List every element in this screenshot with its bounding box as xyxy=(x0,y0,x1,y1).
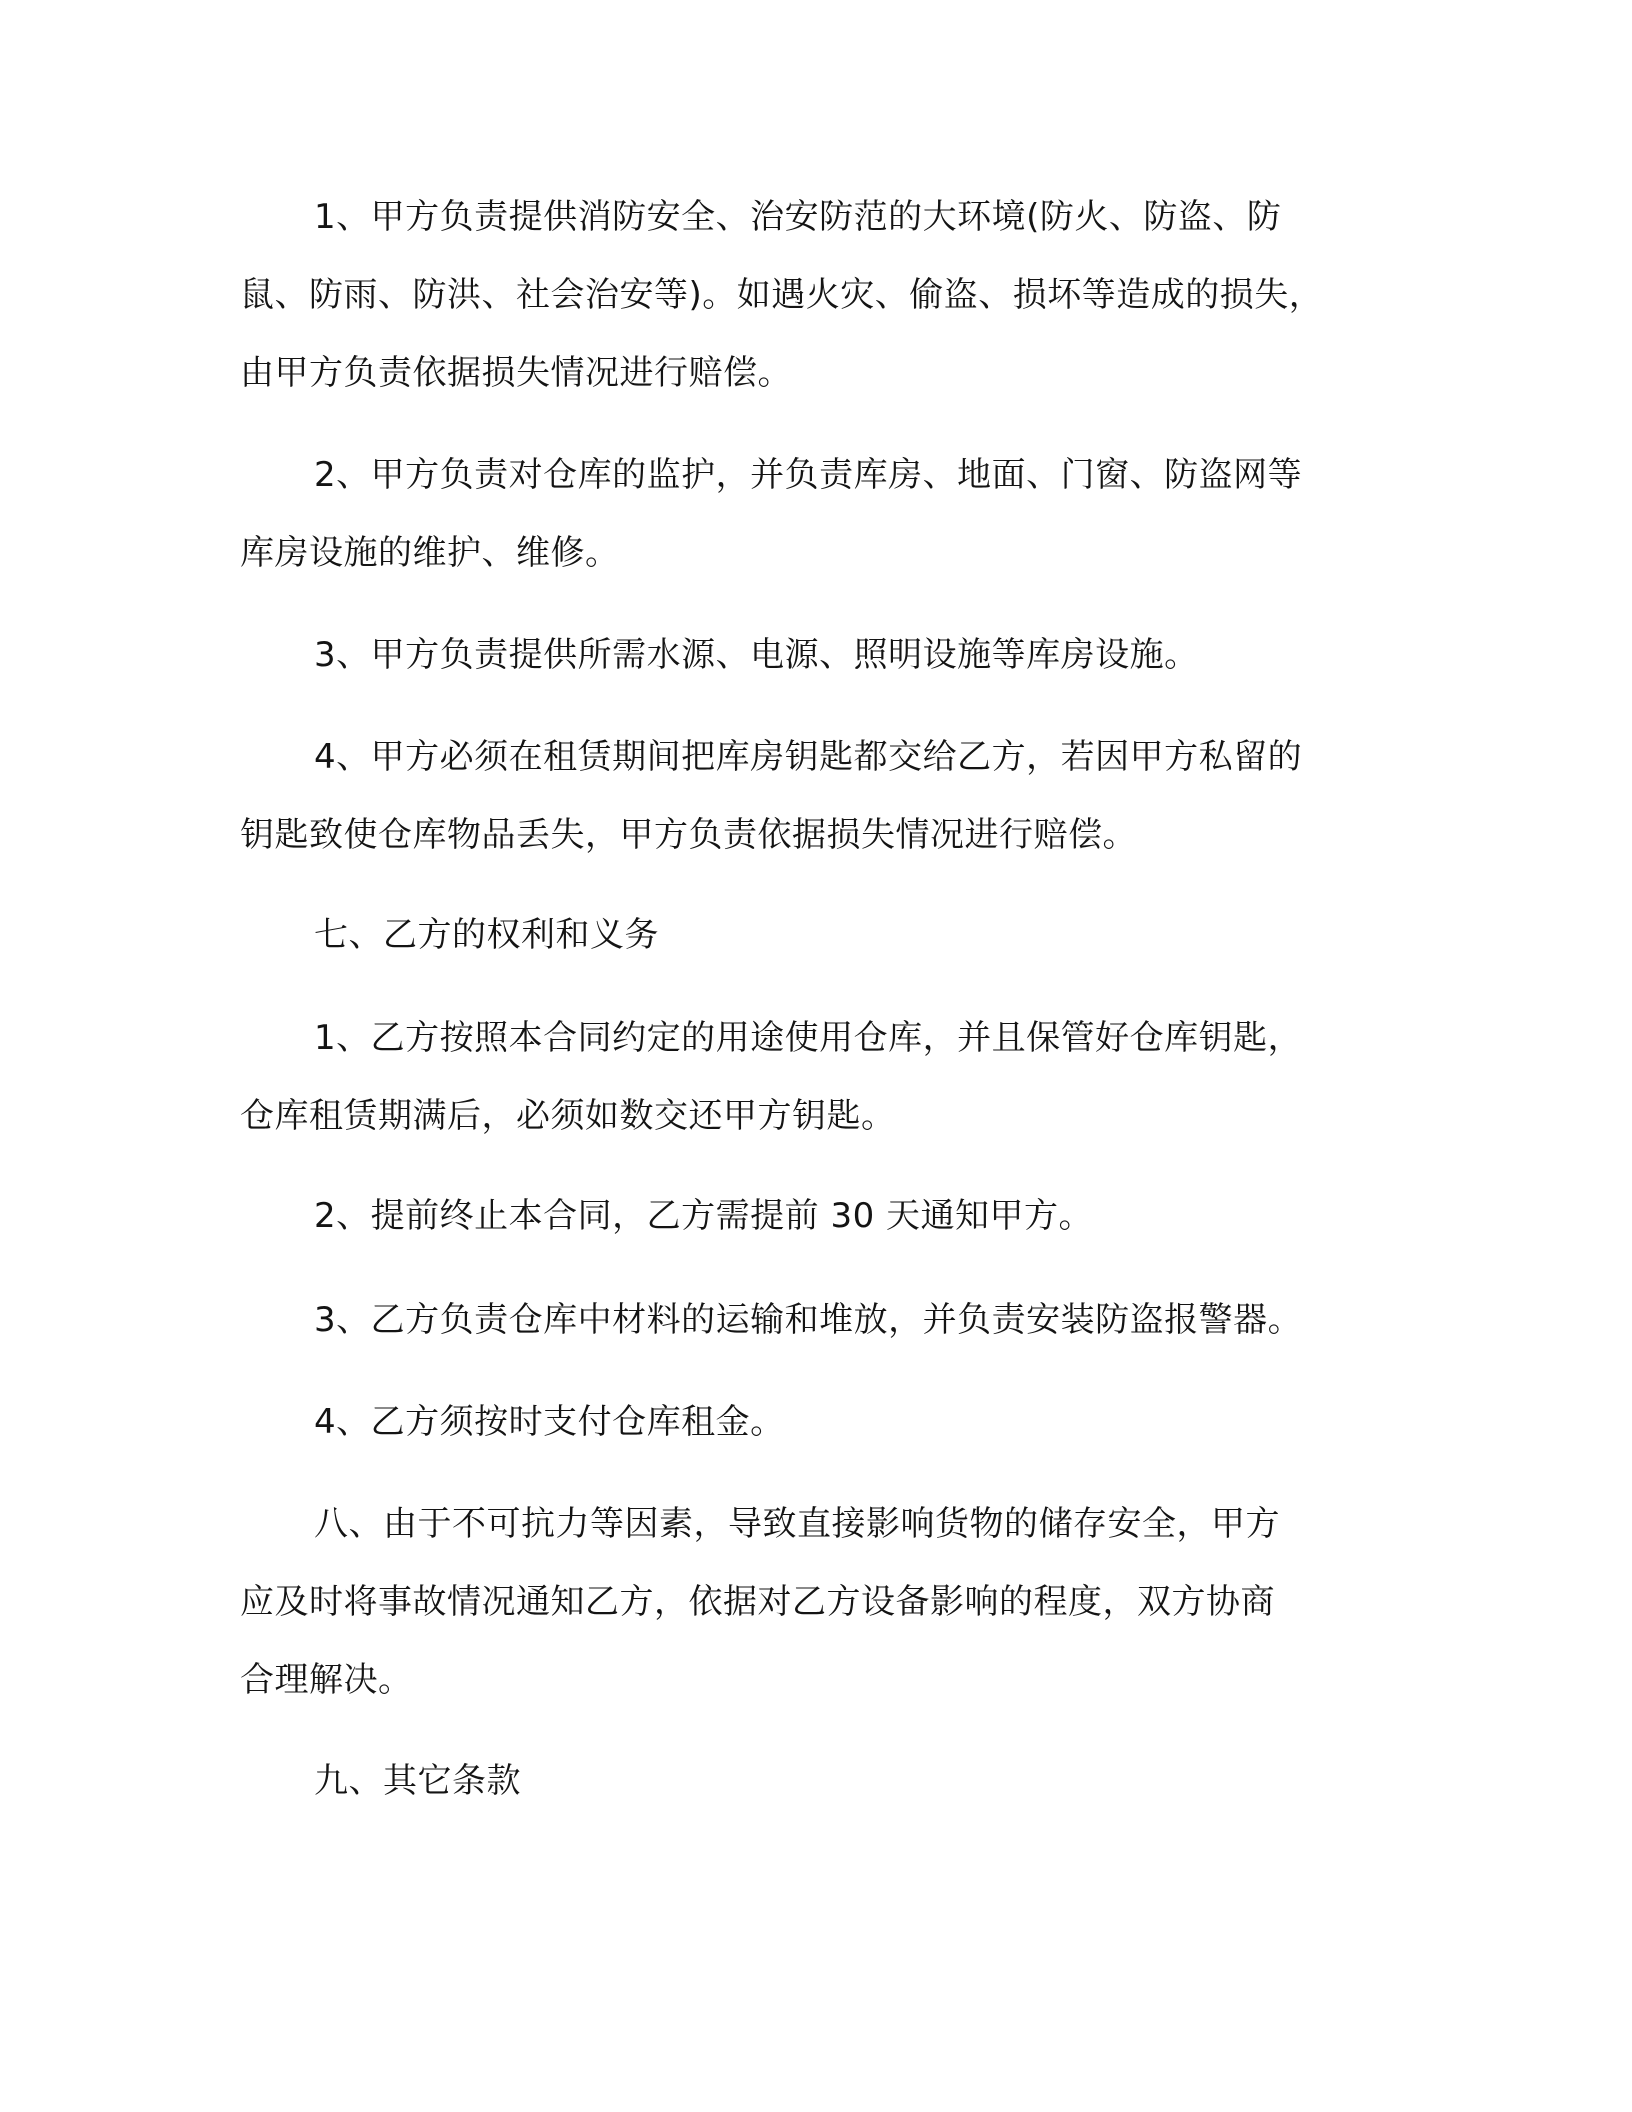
text-line: 2、提前终止本合同，乙方需提前 30 天通知甲方。 xyxy=(314,1196,1094,1236)
clause-tenant-rent xyxy=(240,1383,1410,1461)
clause-landlord-keys xyxy=(240,718,1410,874)
clause-force-majeure xyxy=(240,1485,1410,1719)
text-line: 库房设施的维护、维修。 xyxy=(240,533,620,573)
text-line: 合理解决。 xyxy=(240,1660,413,1700)
text-line: 3、甲方负责提供所需水源、电源、照明设施等库房设施。 xyxy=(314,635,1199,675)
text-line: 仓库租赁期满后，必须如数交还甲方钥匙。 xyxy=(240,1096,896,1136)
clause-landlord-maintenance xyxy=(240,436,1410,592)
text-line: 鼠、防雨、防洪、社会治安等)。如遇火灾、偷盗、损坏等造成的损失， xyxy=(240,275,1324,315)
text-line: 由甲方负责依据损失情况进行赔偿。 xyxy=(240,353,792,393)
text-line: 2、甲方负责对仓库的监护，并负责库房、地面、门窗、防盗网等 xyxy=(314,455,1303,495)
text-line: 1、乙方按照本合同约定的用途使用仓库，并且保管好仓库钥匙， xyxy=(314,1018,1303,1058)
clause-tenant-storage xyxy=(240,1281,1410,1359)
section-heading-other-terms xyxy=(240,1742,1410,1820)
text-line: 应及时将事故情况通知乙方，依据对乙方设备影响的程度，双方协商 xyxy=(240,1582,1275,1622)
clause-landlord-utilities xyxy=(240,616,1410,694)
clause-tenant-termination xyxy=(240,1177,1410,1255)
text-line: 1、甲方负责提供消防安全、治安防范的大环境(防火、防盗、防 xyxy=(314,197,1282,237)
text-line: 4、乙方须按时支付仓库租金。 xyxy=(314,1402,785,1442)
text-line: 4、甲方必须在租赁期间把库房钥匙都交给乙方，若因甲方私留的 xyxy=(314,737,1303,777)
heading-line: 九、其它条款 xyxy=(314,1761,521,1801)
clause-tenant-usage xyxy=(240,999,1410,1155)
text-line: 3、乙方负责仓库中材料的运输和堆放，并负责安装防盗报警器。 xyxy=(314,1300,1303,1340)
section-heading-tenant-rights xyxy=(240,896,1410,974)
heading-line: 七、乙方的权利和义务 xyxy=(314,915,659,955)
clause-landlord-fire-security xyxy=(240,178,1410,412)
text-line: 钥匙致使仓库物品丢失，甲方负责依据损失情况进行赔偿。 xyxy=(240,815,1137,855)
text-line: 八、由于不可抗力等因素，导致直接影响货物的储存安全，甲方 xyxy=(314,1504,1280,1544)
